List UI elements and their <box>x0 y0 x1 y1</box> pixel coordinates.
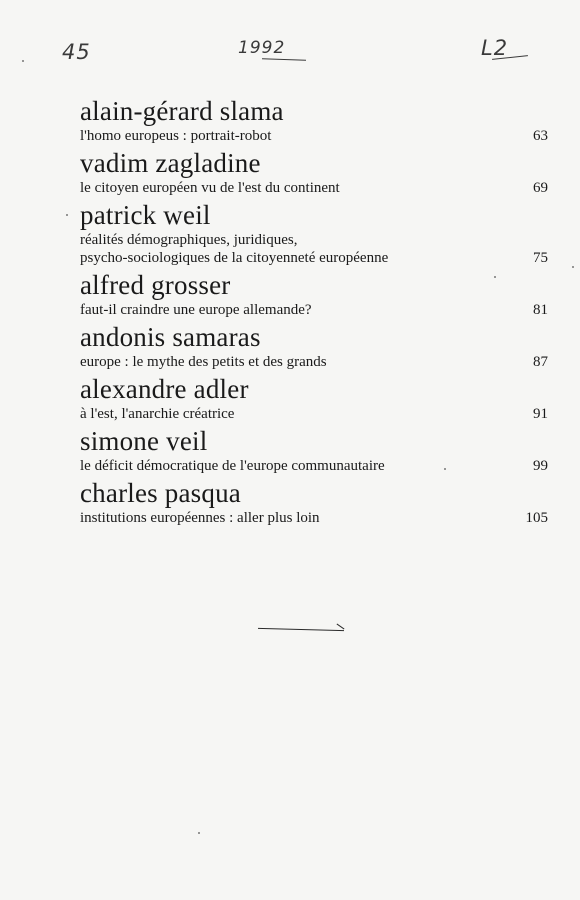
toc-page-number: 91 <box>533 406 548 422</box>
handwritten-mark-left: 45 <box>62 40 91 64</box>
toc-entry <box>80 96 548 145</box>
toc-page-number: 63 <box>533 128 548 144</box>
toc-page-number: 105 <box>525 510 548 526</box>
toc-entry <box>80 478 548 527</box>
toc-author: alfred grosser <box>80 270 231 300</box>
paper-speck <box>494 276 496 278</box>
toc-title: réalités démographiques, juridiques, <box>80 232 298 248</box>
table-of-contents <box>80 96 548 530</box>
toc-entry <box>80 200 548 267</box>
paper-speck <box>444 468 446 470</box>
paper-speck <box>66 214 68 216</box>
handwritten-mark-right: L2 <box>481 36 509 60</box>
toc-entry <box>80 322 548 371</box>
toc-author: simone veil <box>80 426 208 456</box>
toc-page-number: 87 <box>533 354 548 370</box>
toc-title: psycho-sociologiques de la citoyenneté européenne <box>80 250 389 266</box>
handwritten-end-stroke <box>337 624 345 630</box>
toc-title: à l'est, l'anarchie créatrice <box>80 406 235 422</box>
toc-page-number: 69 <box>533 180 548 196</box>
toc-entry <box>80 148 548 197</box>
toc-author: andonis samaras <box>80 322 261 352</box>
handwritten-end-stroke <box>258 628 344 631</box>
toc-author: charles pasqua <box>80 478 241 508</box>
toc-title: le citoyen européen vu de l'est du continent <box>80 180 340 196</box>
toc-title: institutions européennes : aller plus loin <box>80 510 320 526</box>
paper-speck <box>572 266 574 268</box>
toc-page-number: 99 <box>533 458 548 474</box>
toc-author: alexandre adler <box>80 374 249 404</box>
handwritten-year: 1992 <box>238 38 286 58</box>
toc-title: l'homo europeus : portrait-robot <box>80 128 272 144</box>
toc-title: europe : le mythe des petits et des grands <box>80 354 327 370</box>
toc-entry <box>80 374 548 423</box>
toc-page-number: 75 <box>533 250 548 266</box>
toc-title: faut-il craindre une europe allemande? <box>80 302 312 318</box>
paper-speck <box>22 60 24 62</box>
toc-author: vadim zagladine <box>80 148 261 178</box>
paper-speck <box>198 832 200 834</box>
toc-author: patrick weil <box>80 200 211 230</box>
toc-entry <box>80 426 548 475</box>
toc-title: le déficit démocratique de l'europe communautaire <box>80 458 385 474</box>
toc-author: alain-gérard slama <box>80 96 284 126</box>
handwritten-underline <box>262 58 306 61</box>
toc-entry <box>80 270 548 319</box>
toc-page-number: 81 <box>533 302 548 318</box>
